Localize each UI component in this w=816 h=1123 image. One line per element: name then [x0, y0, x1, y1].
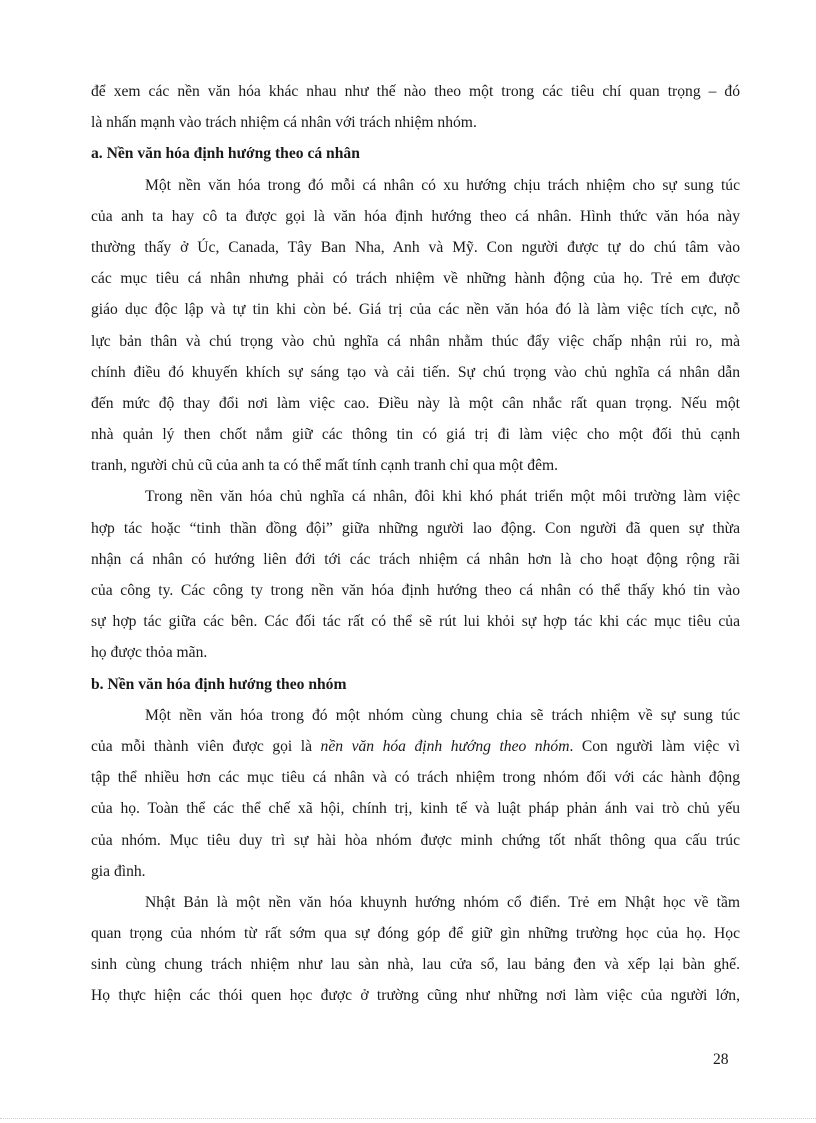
- body-text-line: Trong nền văn hóa chủ nghĩa cá nhân, đôi khi khó phát triển một môi trường làm việc: [145, 488, 740, 506]
- page-body: [91, 76, 740, 1012]
- body-text-line-with-emphasis: [91, 731, 740, 762]
- body-text-line: của anh ta hay cô ta được gọi là văn hóa định hướng theo cá nhân. Hình thức văn hóa này: [91, 207, 740, 225]
- body-text-line: Họ thực hiện các thói quen học được ở trường cũng như những nơi làm việc của người lớn,: [91, 987, 740, 1005]
- body-text-line: các mục tiêu cá nhân nhưng phải có trách nhiệm về những hành động của họ. Trẻ em được: [91, 270, 740, 288]
- body-text-line: sinh cùng chung trách nhiệm như lau sàn nhà, lau cửa sổ, lau bảng đen và xếp lại bàn ghế.: [91, 956, 740, 974]
- body-text-line: giáo dục độc lập và tự tin khi còn bé. Giá trị của các nền văn hóa đó là làm việc tích cực, nỗ: [91, 301, 740, 319]
- body-text-line: gia đình.: [91, 862, 146, 880]
- italic-term: nền văn hóa định hướng theo nhóm: [320, 737, 570, 755]
- body-text-line: là nhấn mạnh vào trách nhiệm cá nhân với trách nhiệm nhóm.: [91, 114, 477, 132]
- page-bottom-divider: [0, 1118, 816, 1119]
- body-text-line: quan trọng của nhóm từ rất sớm qua sự đóng góp để giữ gìn những trường học của họ. Học: [91, 925, 740, 943]
- body-text-line: của nhóm. Mục tiêu duy trì sự hài hòa nhóm được minh chứng tốt nhất thông qua cấu trúc: [91, 831, 740, 849]
- body-text-line: thường thấy ở Úc, Canada, Tây Ban Nha, Anh và Mỹ. Con người được tự do chú tâm vào: [91, 238, 740, 256]
- body-text-line: Một nền văn hóa trong đó mỗi cá nhân có xu hướng chịu trách nhiệm cho sự sung túc: [145, 176, 740, 194]
- body-text-segment: . Con người làm việc vì: [569, 737, 740, 755]
- body-text-line: để xem các nền văn hóa khác nhau như thế nào theo một trong các tiêu chí quan trọng – đó: [91, 83, 740, 100]
- body-text-line: nhận cá nhân có hướng liên đới tới các trách nhiệm cá nhân hơn là cho hoạt động rộng rãi: [91, 550, 740, 568]
- body-text-line: Nhật Bản là một nền văn hóa khuynh hướng nhóm cổ điển. Trẻ em Nhật học về tầm: [145, 893, 740, 911]
- body-text-line: nhà quản lý then chốt nắm giữ các thông tin có giá trị đi làm việc cho một đối thủ cạnh: [91, 426, 740, 444]
- body-text-line: đến mức độ thay đổi nơi làm việc cao. Điều này là một cân nhắc rất quan trọng. Nếu một: [91, 394, 740, 412]
- body-text-line: hợp tác hoặc “tinh thần đồng đội” giữa những người lao động. Con người đã quen sự thừa: [91, 519, 740, 537]
- body-text-line: Một nền văn hóa trong đó một nhóm cùng chung chia sẽ trách nhiệm về sự sung túc: [145, 706, 740, 724]
- section-heading-group-culture: b. Nền văn hóa định hướng theo nhóm: [91, 675, 347, 693]
- section-heading-individual-culture: a. Nền văn hóa định hướng theo cá nhân: [91, 145, 360, 163]
- body-text-segment: của mỗi thành viên được gọi là: [91, 737, 321, 755]
- body-text-line: chính điều đó khuyến khích sự sáng tạo và cải tiến. Sự chú trọng vào chủ nghĩa cá nhân dẫn: [91, 363, 740, 381]
- body-text-line: sự hợp tác giữa các bên. Các đối tác rất có thể sẽ rút lui khỏi sự hợp tác khi các mục tiêu của: [91, 613, 740, 631]
- page-number: 28: [713, 1051, 729, 1068]
- body-text-line: họ được thỏa mãn.: [91, 644, 208, 662]
- body-text-line: tranh, người chủ cũ của anh ta có thể mất tính cạnh tranh chỉ qua một đêm.: [91, 457, 559, 475]
- body-text-line: lực bản thân và chú trọng vào chủ nghĩa cá nhân nhằm thúc đẩy việc chấp nhận rủi ro, mà: [91, 332, 740, 350]
- body-text-line: của công ty. Các công ty trong nền văn hóa định hướng theo cá nhân có thể thấy khó tin vào: [91, 582, 740, 599]
- body-text-line: tập thể nhiều hơn các mục tiêu cá nhân và có trách nhiệm trong nhóm đối với các hành động: [91, 769, 740, 787]
- body-text-line: của họ. Toàn thể các thể chế xã hội, chính trị, kinh tế và luật pháp phản ánh vai trò chủ yếu: [91, 800, 740, 818]
